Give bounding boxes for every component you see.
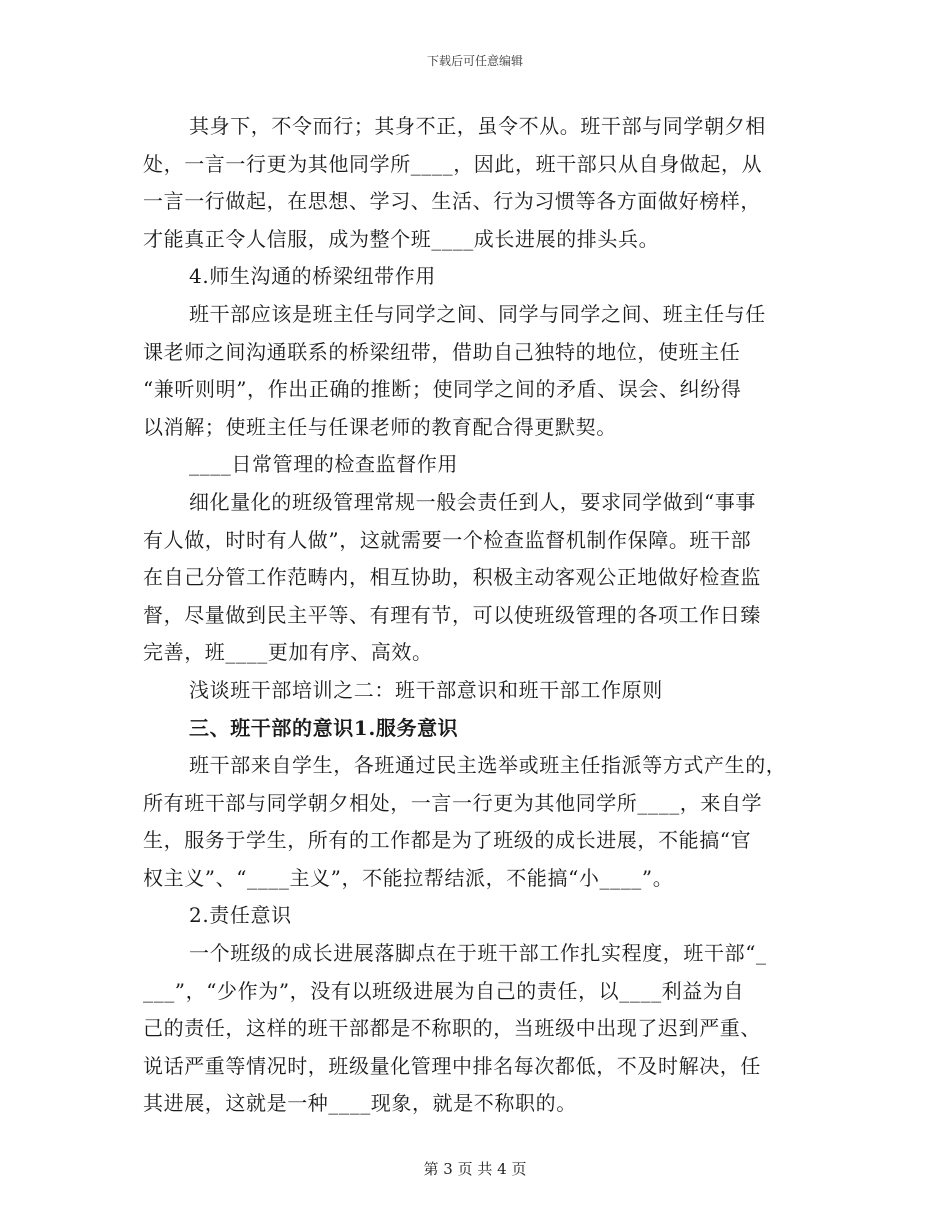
text-line: 在自己分管工作范畴内，相互协助，积极主动客观公正地做好检查监 [143, 565, 761, 590]
text-line: 生，服务于学生，所有的工作都是为了班级的成长进展，不能搞“官 [143, 828, 752, 853]
text-line: 有人做，时时有人做”，这就需要一个检查监督机制作保障。班干部 [143, 527, 752, 552]
text-line: 所有班干部与同学朝夕相处，一言一行更为其他同学所____，来自学 [143, 790, 763, 815]
text-line: “兼听则明”，作出正确的推断；使同学之间的矛盾、误会、纠纷得 [143, 377, 742, 402]
text-line: 处，一言一行更为其他同学所____，因此，班干部只从自身做起，从 [143, 151, 763, 176]
text-line: 其身下，不令而行；其身不正，虽令不从。班干部与同学朝夕相 [189, 114, 766, 138]
text-line: 课老师之间沟通联系的桥梁纽带，借助自己独特的地位，使班主任 [143, 339, 741, 364]
section-heading: 4.师生沟通的桥梁纽带作用 [189, 264, 436, 289]
page-header: 下载后可任意编辑 [426, 54, 523, 68]
text-line: ___”，“少作为”，没有以班级进展为自己的责任，以____利益为自 [143, 978, 745, 1003]
section-heading-bold: 三、班干部的意识1.服务意识 [189, 715, 459, 740]
text-line: 说话严重等情况时，班级量化管理中排名每次都低，不及时解决，任 [143, 1053, 761, 1078]
text-line: 其进展，这就是一种____现象，就是不称职的。 [143, 1091, 577, 1116]
text-line: 己的责任，这样的班干部都是不称职的，当班级中出现了迟到严重、 [143, 1016, 761, 1041]
text-line: 细化量化的班级管理常规一般会责任到人，要求同学做到“事事 [189, 489, 757, 514]
text-line: 班干部来自学生，各班通过民主选举或班主任指派等方式产生的， [189, 753, 787, 778]
text-line: 班干部应该是班主任与同学之间、同学与同学之间、班主任与任 [189, 301, 766, 326]
section-heading: 2.责任意识 [189, 903, 292, 928]
document-body [143, 108, 807, 1123]
text-line: 权主义”、“____主义”，不能拉帮结派，不能搞“小____”。 [143, 865, 674, 890]
text-line: 一言一行做起，在思想、学习、生活、行为习惯等各方面做好榜样， [143, 189, 761, 214]
text-line: 才能真正令人信服，成为整个班____成长进展的排头兵。 [143, 226, 660, 251]
section-heading: ____日常管理的检查监督作用 [189, 452, 458, 477]
text-line: 完善，班____更加有序、高效。 [143, 640, 433, 665]
text-line: 督，尽量做到民主平等、有理有节，可以使班级管理的各项工作日臻 [143, 602, 761, 627]
text-line: 以消解；使班主任与任课老师的教育配合得更默契。 [143, 414, 617, 439]
text-line: 一个班级的成长进展落脚点在于班干部工作扎实程度，班干部“_ [189, 941, 767, 966]
article-subtitle: 浅谈班干部培训之二：班干部意识和班干部工作原则 [189, 677, 663, 702]
page-footer: 第 3 页 共 4 页 [423, 1160, 527, 1178]
